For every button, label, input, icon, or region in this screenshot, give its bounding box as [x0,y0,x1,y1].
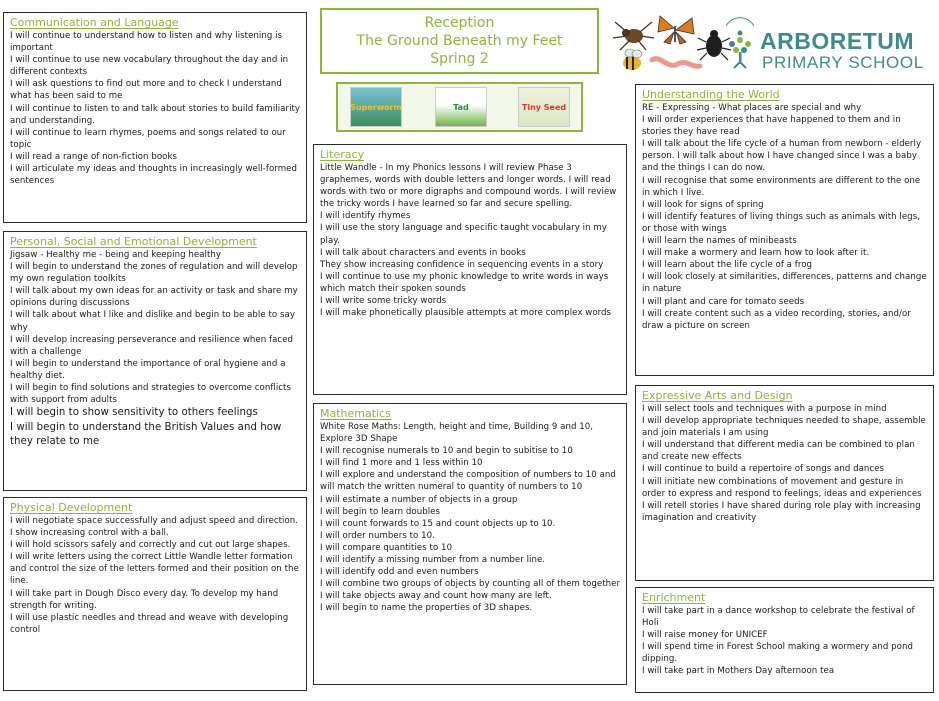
utw-heading: Understanding the World [642,88,780,101]
list-item: I will begin to understand the British Values and how they relate to me [10,421,282,448]
list-item: I will begin to understand the importance of oral hygiene and a healthy diet. [10,358,286,381]
list-item: I will hold scissors safely and correctly and cut out large shapes. [10,540,291,551]
title-reception: Reception [424,15,495,31]
list-item: I will talk about characters and events in books [320,247,526,258]
list-item: I will find 1 more and 1 less within 10 [320,458,483,469]
list-item: I will recognise that some environments are different to the one in which I live. [642,175,921,198]
list-item: I will articulate my ideas and thoughts in increasingly well-formed sentences [10,164,297,187]
utw-list [642,102,928,332]
physical-development-box [3,497,307,691]
list-item: RE - Expressing - What places are special and why [642,103,862,113]
psed-heading: Personal, Social and Emotional Development [10,235,257,248]
list-item: I will write letters using the correct Little Wandle letter formation and control the size of the letters formed and their position on the line. [10,552,299,587]
communication-language-box [3,12,307,223]
list-item: I will talk about my own ideas for an activity or task and share my opinions during discussions [10,286,298,309]
book-cover-tiny-seed [518,87,570,127]
physical-heading: Physical Development [10,501,133,514]
physical-list [10,515,301,636]
list-item: I will identify odd and even numbers [320,567,479,578]
school-tree-logo-icon [720,16,760,76]
school-logo-area [612,8,934,83]
maths-heading: Mathematics [320,407,391,420]
list-item: I will use plastic needles and thread and weave with developing control [10,612,289,635]
list-item: I will explore and understand the composition of numbers to 10 and will match the written numeral to quantity of numbers to 10 [320,470,616,493]
literacy-list [320,162,621,319]
literacy-box [313,144,627,395]
list-item: I will recognise numerals to 10 and begin to subitise to 10 [320,446,573,457]
book-cover-superworm [350,87,402,127]
school-name: ARBORETUM [760,28,914,54]
list-item: I will learn about the life cycle of a frog [642,260,813,271]
title-box [320,8,599,74]
list-item: I will continue to use new vocabulary throughout the day and in different contexts [10,55,289,78]
list-item: I will talk about what I like and dislike and begin to be able to say why [10,310,295,333]
school-subtitle: PRIMARY SCHOOL [762,53,924,72]
ead-heading: Expressive Arts and Design [642,389,793,402]
list-item: They show increasing confidence in sequencing events in a story [320,259,604,270]
list-item: I will continue to build a repertoire of songs and dances [642,464,885,475]
butterfly-icon [658,16,694,44]
psed-box [3,231,307,491]
communication-heading: Communication and Language [10,16,179,29]
list-item: I show increasing control with a ball. [10,528,169,539]
list-item: I will take objects away and count how many are left. [320,591,552,602]
list-item: I will retell stories I have shared during role play with increasing imagination and creativity [642,500,921,523]
list-item: I will order experiences that have happened to them and in stories they have read [642,115,901,138]
list-item: I will learn the names of minibeasts [642,236,797,247]
list-item: I will make a wormery and learn how to look after it. [642,248,870,259]
list-item: I will take part in Dough Disco every day. To develop my hand strength for writing. [10,588,279,611]
psed-list [10,249,301,406]
list-item: I will develop appropriate techniques needed to shape, assemble and join materials I am using [642,416,926,439]
list-item: I will begin to name the properties of 3D shapes. [320,603,533,614]
list-item: I will combine two groups of objects by counting all of them together [320,579,621,590]
list-item: I will develop increasing perseverance and resilience when faced with a challenge [10,334,294,357]
book-covers-strip [336,82,583,132]
list-item: I will write some tricky words [320,296,447,307]
list-item: I will continue to understand how to listen and why listening is important [10,31,283,54]
list-item: I will continue to learn rhymes, poems and songs related to our topic [10,127,286,150]
maths-list [320,421,621,615]
list-item: I will compare quantities to 10 [320,542,453,553]
list-item: I will plant and care for tomato seeds [642,296,805,307]
list-item: I will initiate new combinations of movement and gesture in order to express and respond to feelings, ideas and experiences [642,476,922,499]
expressive-arts-box [635,385,934,581]
list-item: I will identify rhymes [320,211,411,222]
list-item: I will begin to understand the zones of regulation and will develop my own regulation toolkits [10,262,298,285]
list-item: I will begin to show sensitivity to others feelings [10,407,258,419]
list-item: I will spend time in Forest School making a wormery and pond dipping. [642,642,913,665]
worm-icon [652,59,700,67]
list-item: I will raise money for UNICEF [642,630,768,641]
list-item: I will continue to listen to and talk about stories to build familiarity and understanding. [10,103,301,126]
communication-list [10,30,301,187]
enrichment-box [635,587,934,693]
list-item: I will create content such as a video recording, stories, and/or draw a picture on screen [642,308,911,331]
list-item: I will look closely at similarities, differences, patterns and change in nature [642,272,927,295]
title-term: Spring 2 [430,51,489,67]
list-item: I will estimate a number of objects in a group [320,494,518,505]
list-item: I will negotiate space successfully and adjust speed and direction. [10,516,299,526]
enrichment-list [642,605,928,678]
list-item: I will take part in Mothers Day afternoon tea [642,666,835,677]
list-item: I will take part in a dance workshop to celebrate the festival of Holi [642,606,915,629]
enrichment-heading: Enrichment [642,591,706,604]
mathematics-box [313,403,627,685]
list-item: I will talk about the life cycle of a human from newborn - elderly person. I will talk about how I have changed since I was a baby and the things I can do now. [642,139,922,174]
spider-icon [613,22,654,50]
psed-big-list [10,406,301,449]
literacy-heading: Literacy [320,148,365,161]
list-item: I will select tools and techniques with a purpose in mind [642,404,887,414]
list-item: I will begin to learn doubles [320,506,441,517]
list-item: I will identify features of living things such as animals with legs, or those with wings [642,211,921,234]
list-item: I will understand that different media can be combined to plan and create new effects [642,440,915,463]
book-cover-tad [435,87,487,127]
bee-icon [623,49,642,70]
list-item: I will continue to use my phonic knowledge to write words in ways which match their spoken sounds [320,271,609,294]
list-item: I will begin to find solutions and strategies to overcome conflicts with support from adults [10,383,291,406]
list-item: White Rose Maths: Length, height and time, Building 9 and 10, Explore 3D Shape [320,422,594,445]
list-item: I will order numbers to 10. [320,530,435,541]
book-tad-title: Tad [453,102,469,112]
book-superworm-title: Superworm [350,102,402,112]
list-item: I will look for signs of spring [642,199,764,210]
title-topic: The Ground Beneath my Feet [356,33,563,49]
list-item: I will make phonetically plausible attempts at more complex words [320,308,612,319]
list-item: I will use the story language and specific taught vocabulary in my play. [320,223,607,246]
list-item: I will read a range of non-fiction books [10,151,178,162]
understanding-world-box [635,84,934,376]
list-item: Jigsaw - Healthy me - being and keeping healthy [10,250,221,260]
list-item: Little Wandle - In my Phonics lessons I will review Phase 3 graphemes, words with double letters and longer words. I will read words with two or more digraphs and compound words. I will review the tricky words I have learned so far and secure spelling. [320,163,617,210]
list-item: I will identify a missing number from a number line. [320,555,546,566]
book-tiny-seed-title: Tiny Seed [521,102,567,112]
list-item: I will ask questions to find out more and to check I understand what has been said to me [10,79,282,102]
list-item: I will count forwards to 15 and count objects up to 10. [320,518,556,529]
ead-list [642,403,928,524]
